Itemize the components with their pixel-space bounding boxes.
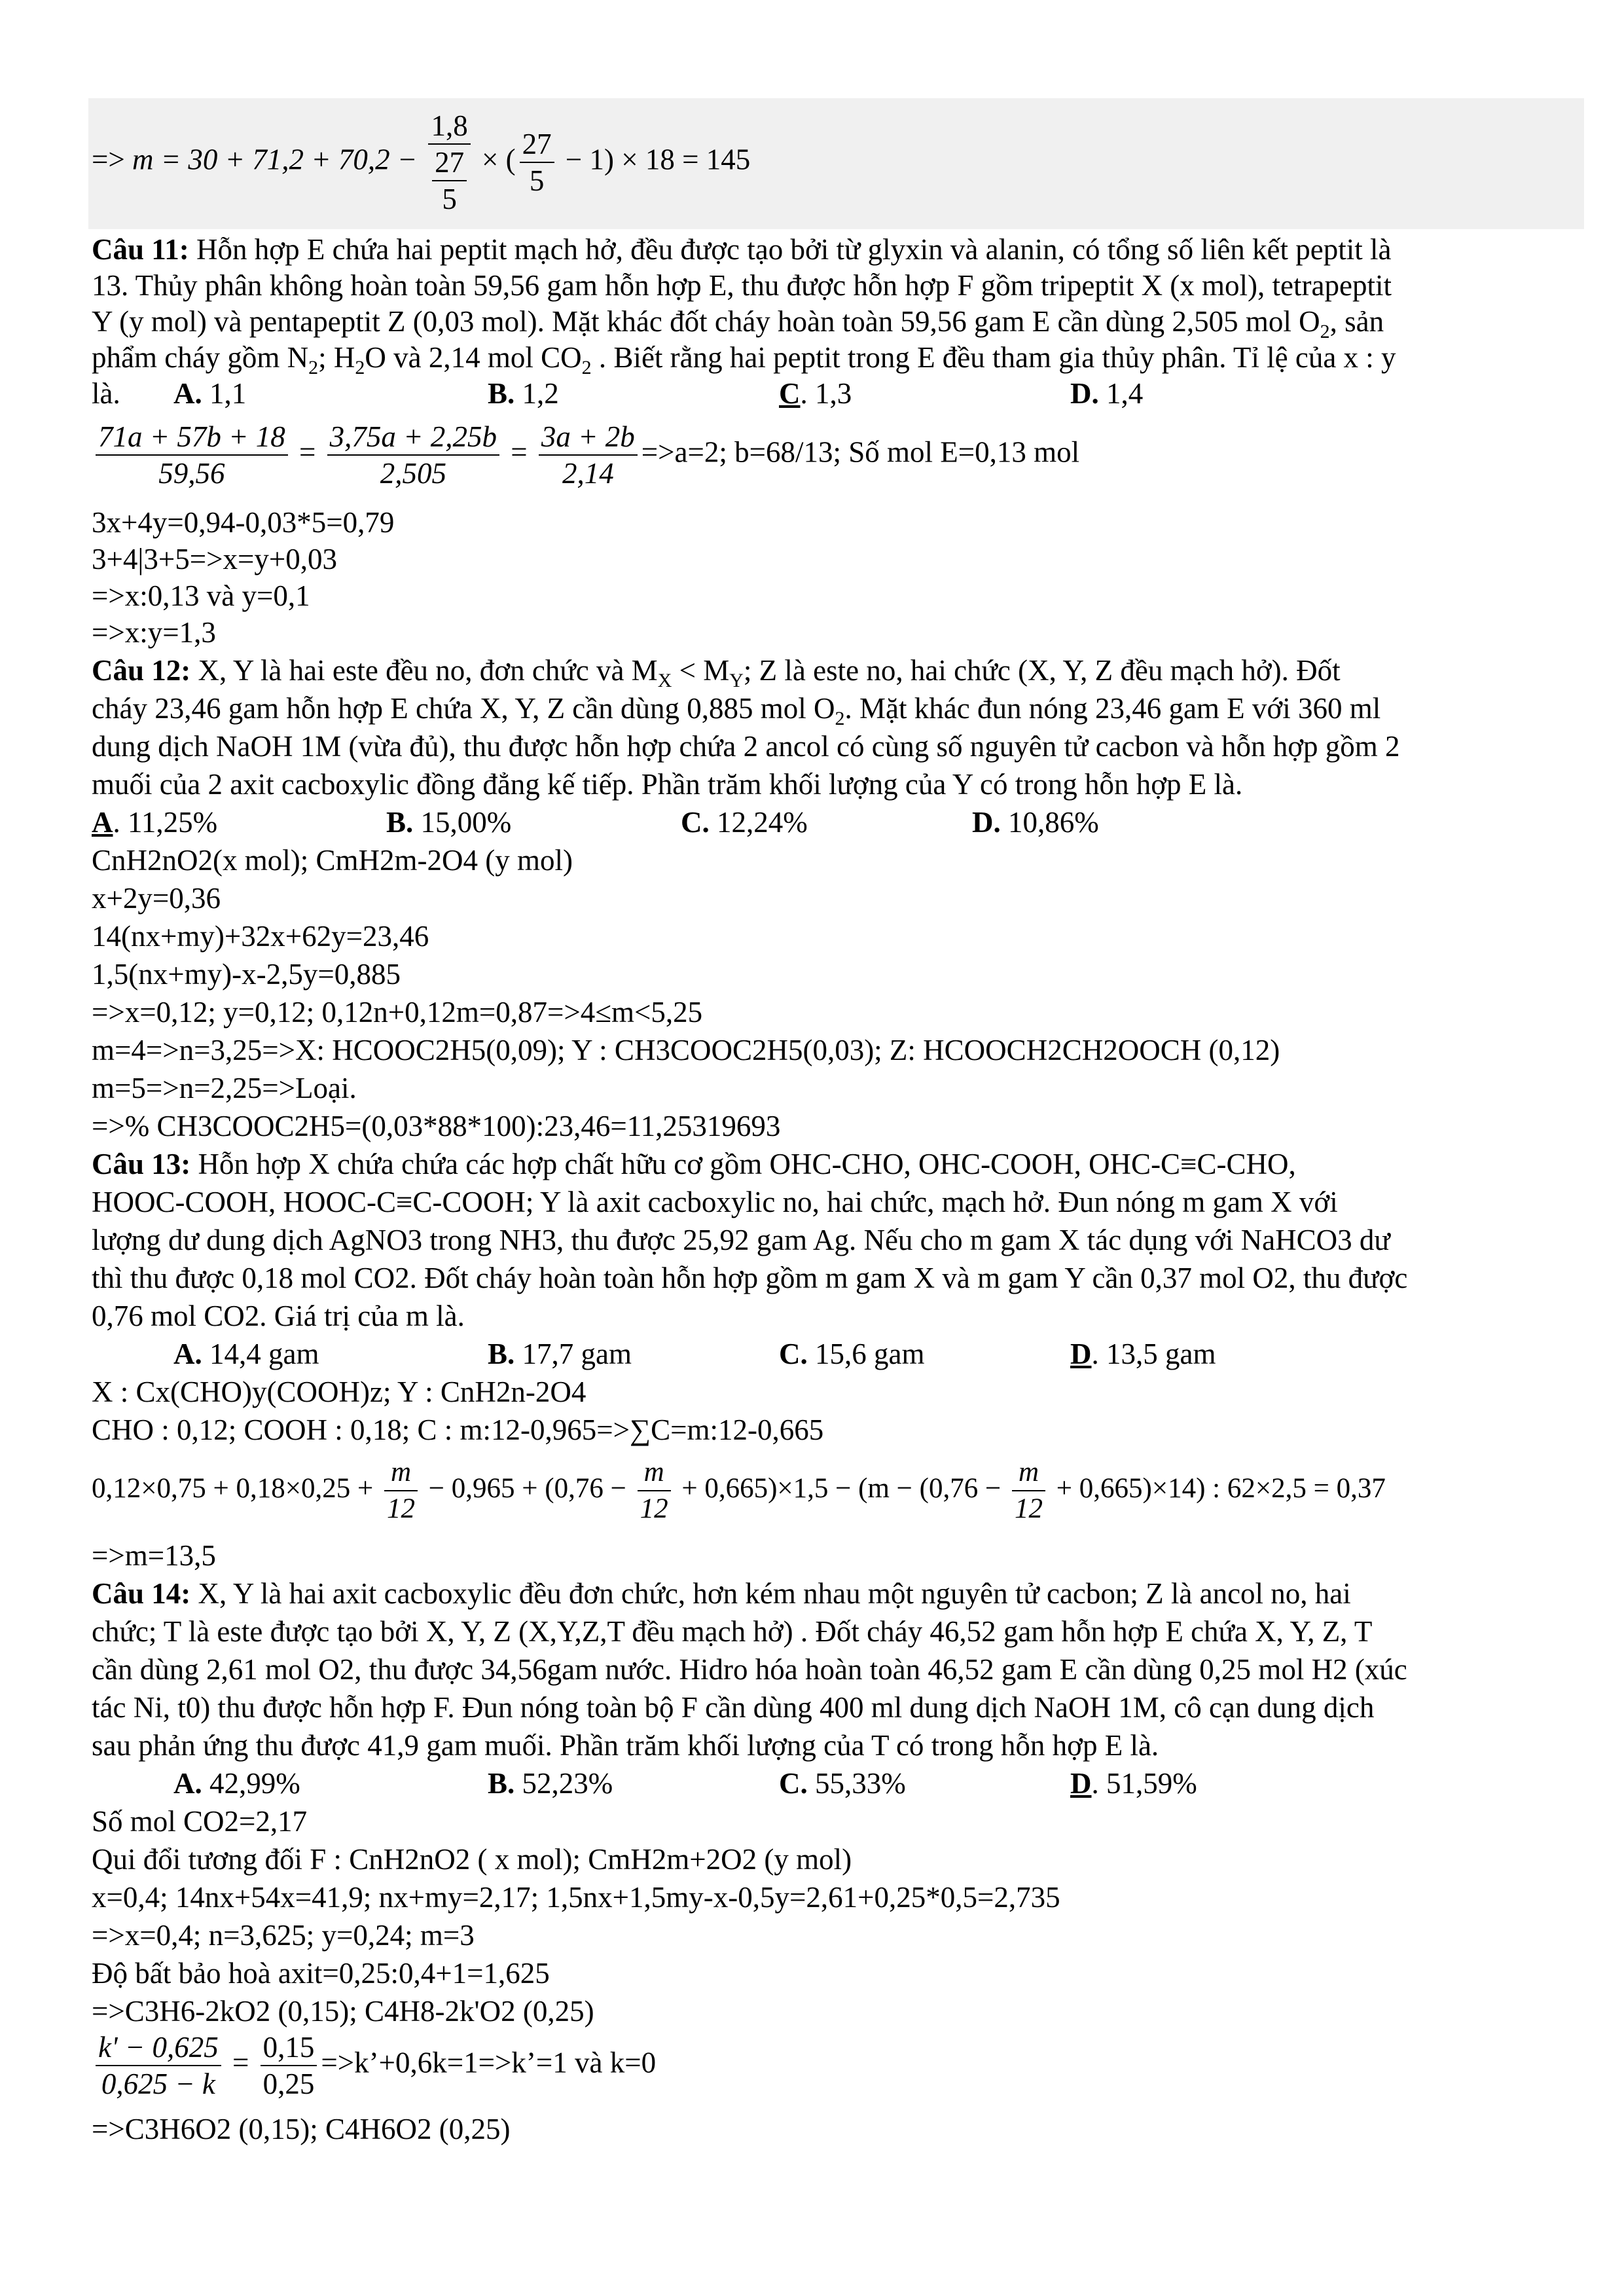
- q13-eq-b: − 0,965 + (0,76 −: [422, 1472, 634, 1504]
- q13-eq-c: + 0,665)×1,5 − (m − (0,76 −: [674, 1472, 1009, 1504]
- option-letter: A: [92, 806, 113, 839]
- q12-solution-4: 1,5(nx+my)-x-2,5y=0,885: [92, 958, 401, 991]
- option-text: 14,4 gam: [202, 1338, 319, 1370]
- q14-line-3: cần dùng 2,61 mol O2, thu được 34,56gam nước. Hidro hóa hoàn toàn 46,52 gam E cần dùng 0,25 mol H2 (xúc: [92, 1653, 1407, 1686]
- q12-solution-1: CnH2nO2(x mol); CmH2m-2O4 (y mol): [92, 844, 573, 877]
- option-letter: B.: [488, 1338, 515, 1370]
- q11-text-4a: phẩm cháy gồm N: [92, 341, 309, 374]
- option-letter: D.: [972, 806, 1001, 839]
- option-text: 1,4: [1098, 377, 1144, 410]
- q11-option-a: [173, 376, 246, 410]
- q14-option-c: [779, 1766, 906, 1800]
- option-letter: D: [1070, 1338, 1092, 1370]
- q11-solution-4: =>x:y=1,3: [92, 616, 216, 649]
- q14-eq-tail: =>k’+0,6k=1=>k’=1 và k=0: [321, 2046, 657, 2079]
- q11-frac-1: [96, 419, 288, 491]
- q13-line-3: lượng dư dung dịch AgNO3 trong NH3, thu được 25,92 gam Ag. Nếu cho m gam X tác dụng với NaHCO3 dư: [92, 1224, 1390, 1256]
- option-text: 52,23%: [514, 1767, 613, 1800]
- frac-num: m: [384, 1455, 418, 1491]
- q12-text-2a: cháy 23,46 gam hỗn hợp E chứa X, Y, Z cần dùng 0,885 mol O: [92, 692, 835, 725]
- option-text: . 51,59%: [1091, 1767, 1197, 1800]
- q12-line-4: muối của 2 axit cacboxylic đồng đẳng kế tiếp. Phần trăm khối lượng của Y có trong hỗn hợp E là.: [92, 768, 1243, 801]
- q12-option-b: [386, 805, 511, 839]
- q11-sub: 2: [355, 357, 365, 378]
- frac-den: 0,25: [262, 2068, 315, 2100]
- q11-solution-3: =>x:0,13 và y=0,1: [92, 579, 310, 612]
- q12-solution-3: 14(nx+my)+32x+62y=23,46: [92, 920, 429, 953]
- q14-frac-1: [96, 2030, 221, 2102]
- q12-option-c: [681, 805, 808, 839]
- formula-times: × (: [474, 143, 516, 176]
- q11-line-1: [92, 232, 1391, 266]
- q14-solution-1: Số mol CO2=2,17: [92, 1805, 308, 1838]
- q12-option-d: [972, 805, 1099, 839]
- q13-frac-2: [638, 1455, 671, 1527]
- q13-option-d: [1070, 1337, 1216, 1371]
- q12-sub: X: [657, 670, 672, 691]
- option-text: 10,86%: [1000, 806, 1099, 839]
- formula-suffix: − 1) × 18 = 145: [558, 143, 751, 176]
- q14-frac-2: [261, 2030, 317, 2102]
- q14-equation: $\frac{k' - 0,625}{0,625 - k}$ = $\frac{0,15}{0,25}$ =>k’+0,6k=1=>k’=1 và k=0: [92, 2030, 656, 2102]
- q13-option-b: [488, 1337, 632, 1371]
- q12-sub: Y: [729, 670, 744, 691]
- option-letter: A.: [173, 1767, 202, 1800]
- option-text: 1,2: [514, 377, 559, 410]
- frac1-inner-den: 5: [442, 183, 457, 215]
- q13-option-a: [173, 1337, 319, 1371]
- q13-text-1: Hỗn hợp X chứa chứa các hợp chất hữu cơ gồm OHC-CHO, OHC-COOH, OHC-C≡C-CHO,: [190, 1148, 1296, 1180]
- option-text: 15,6 gam: [807, 1338, 925, 1370]
- q11-label: Câu 11:: [92, 233, 189, 266]
- option-text: . 1,3: [800, 377, 852, 410]
- q11-frac-3: [539, 419, 638, 491]
- frac-num: 71a + 57b + 18: [96, 419, 288, 456]
- q14-option-a: [173, 1766, 300, 1800]
- q14-solution-2: Qui đổi tương đối F : CnH2nO2 ( x mol); CmH2m+2O2 (y mol): [92, 1843, 852, 1876]
- frac2-den: 5: [529, 164, 545, 197]
- frac-num: k' − 0,625: [96, 2030, 221, 2066]
- frac-num: m: [638, 1455, 671, 1491]
- option-text: 15,00%: [413, 806, 512, 839]
- option-text: 42,99%: [202, 1767, 300, 1800]
- q11-solution-2: 3+4|3+5=>x=y+0,03: [92, 543, 338, 575]
- q11-equation: $\frac{71a + 57b + 18}{59,56}$ = $\frac{3,75a + 2,25b}{2,505}$ = $\frac{3a + 2b}{2,14}$ =>a=2; b=68/13; Số mol E=0,13 mol: [92, 419, 1079, 491]
- q12-solution-2: x+2y=0,36: [92, 882, 221, 915]
- q14-option-b: [488, 1766, 613, 1800]
- q11-sub: 2: [1320, 321, 1330, 342]
- frac1-den: [428, 145, 470, 217]
- frac-den: 2,505: [380, 457, 446, 490]
- frac-num: 3,75a + 2,25b: [327, 419, 499, 456]
- option-text: . 13,5 gam: [1091, 1338, 1216, 1370]
- q13-label: Câu 13:: [92, 1148, 191, 1180]
- q11-line-5: [92, 376, 120, 410]
- q14-solution-3: x=0,4; 14nx+54x=41,9; nx+my=2,17; 1,5nx+1,5my-x-0,5y=2,61+0,25*0,5=2,735: [92, 1881, 1060, 1914]
- q11-option-d: [1070, 376, 1143, 410]
- q13-line-2: HOOC-COOH, HOOC-C≡C-COOH; Y là axit cacboxylic no, hai chức, mạch hở. Đun nóng m gam X với: [92, 1186, 1338, 1218]
- q14-line-2: chức; T là este được tạo bởi X, Y, Z (X,Y,Z,T đều mạch hở) . Đốt cháy 46,52 gam hỗn hợp E chứa X, Y, Z, T: [92, 1615, 1373, 1648]
- option-text: 12,24%: [709, 806, 808, 839]
- q11-text-2: 13. Thủy phân không hoàn toàn 59,56 gam hỗn hợp E, thu được hỗn hợp F gồm tripeptit X (x mol), tetrapeptit: [92, 269, 1392, 302]
- option-text: 1,1: [202, 377, 247, 410]
- option-letter: D: [1070, 1767, 1092, 1800]
- q11-text-3: Y (y mol) và pentapeptit Z (0,03 mol). Mặt khác đốt cháy hoàn toàn 59,56 gam E cần dùng 2,505 mol O: [92, 305, 1320, 338]
- q14-solution-5: Độ bất bảo hoà axit=0,25:0,4+1=1,625: [92, 1957, 550, 1990]
- frac-den: 12: [387, 1493, 416, 1524]
- frac1-num: 1,8: [428, 108, 470, 145]
- q12-solution-7: m=5=>n=2,25=>Loại.: [92, 1072, 357, 1104]
- fraction-1: [428, 108, 470, 217]
- q11-solution-1: 3x+4y=0,94-0,03*5=0,79: [92, 506, 395, 539]
- option-letter: C: [779, 377, 801, 410]
- frac-num: 0,15: [261, 2030, 317, 2066]
- option-text: 17,7 gam: [514, 1338, 632, 1370]
- q14-label: Câu 14:: [92, 1577, 191, 1610]
- q12-label: Câu 12:: [92, 654, 191, 687]
- option-letter: C.: [779, 1767, 808, 1800]
- q12-text-2b: . Mặt khác đun nóng 23,46 gam E với 360 ml: [844, 692, 1381, 725]
- q11-option-c: [779, 376, 852, 410]
- q13-line-5: 0,76 mol CO2. Giá trị của m là.: [92, 1300, 465, 1332]
- q11-frac-2: [327, 419, 499, 491]
- q12-solution-6: m=4=>n=3,25=>X: HCOOC2H5(0,09); Y : CH3COOC2H5(0,03); Z: HCOOCH2CH2OOCH (0,12): [92, 1034, 1280, 1066]
- frac-num: 3a + 2b: [539, 419, 638, 456]
- option-text: 55,33%: [807, 1767, 906, 1800]
- option-letter: D.: [1070, 377, 1099, 410]
- q13-line-4: thì thu được 0,18 mol CO2. Đốt cháy hoàn toàn hỗn hợp gồm m gam X và m gam Y cần 0,37 mol O2, thu được: [92, 1262, 1408, 1294]
- formula-m-eq: m = 30 + 71,2 + 70,2 −: [132, 143, 425, 176]
- q11-text-4b: ; H: [318, 341, 355, 374]
- option-letter: B.: [386, 806, 414, 839]
- q14-option-d: [1070, 1766, 1197, 1800]
- q13-solution-2: CHO : 0,12; COOH : 0,18; C : m:12-0,965=>∑C=m:12-0,665: [92, 1413, 824, 1446]
- option-letter: A.: [173, 377, 202, 410]
- option-letter: C.: [779, 1338, 808, 1370]
- q14-text-1: X, Y là hai axit cacboxylic đều đơn chức, hơn kém nhau một nguyên tử cacbon; Z là ancol no, hai: [190, 1577, 1351, 1610]
- q11-line-4: [92, 340, 1396, 385]
- q14-solution-4: =>x=0,4; n=3,625; y=0,24; m=3: [92, 1919, 475, 1952]
- q13-frac-3: [1012, 1455, 1045, 1527]
- q14-solution-6: =>C3H6-2kO2 (0,15); C4H8-2k'O2 (0,25): [92, 1995, 594, 2028]
- frac-den: 2,14: [562, 457, 614, 490]
- fraction-2: [520, 126, 554, 198]
- q11-eq-tail: =>a=2; b=68/13; Số mol E=0,13 mol: [641, 435, 1080, 469]
- q13-solution-3: =>m=13,5: [92, 1539, 216, 1572]
- q13-solution-1: X : Cx(CHO)y(COOH)z; Y : CnH2n-2O4: [92, 1376, 586, 1408]
- q12-sub: 2: [835, 708, 845, 729]
- q13-frac-1: [384, 1455, 418, 1527]
- q12-solution-8: =>% CH3COOC2H5=(0,03*88*100):23,46=11,25319693: [92, 1110, 781, 1142]
- q11-text-4c: O và 2,14 mol CO: [365, 341, 582, 374]
- option-letter: C.: [681, 806, 710, 839]
- q11-text-4d: . Biết rằng hai peptit trong E đều tham gia thủy phân. Tỉ lệ của x : y: [591, 341, 1396, 374]
- frac-den: 12: [640, 1493, 668, 1524]
- q11-text-3-end: , sản: [1329, 305, 1384, 338]
- frac1-inner: [432, 145, 467, 217]
- option-text: . 11,25%: [113, 806, 218, 839]
- q12-text-1c: ; Z là este no, hai chức (X, Y, Z đều mạch hở). Đốt: [743, 654, 1341, 687]
- q11-text-5: là.: [92, 377, 120, 410]
- frac1-inner-num: 27: [432, 145, 467, 181]
- frac-num: m: [1012, 1455, 1045, 1491]
- frac-den: 0,625 − k: [101, 2068, 215, 2100]
- q11-text-1: Hỗn hợp E chứa hai peptit mạch hở, đều được tạo bởi từ glyxin và alanin, có tổng số liên kết peptit là: [189, 233, 1392, 266]
- top-formula: [92, 108, 750, 217]
- q14-solution-7: =>C3H6O2 (0,15); C4H6O2 (0,25): [92, 2113, 511, 2145]
- option-letter: B.: [488, 377, 515, 410]
- q12-text-1a: X, Y là hai este đều no, đơn chức và M: [190, 654, 658, 687]
- formula-prefix: =>: [92, 143, 133, 176]
- option-letter: B.: [488, 1767, 515, 1800]
- q12-line-3: dung dịch NaOH 1M (vừa đủ), thu được hỗn hợp chứa 2 ancol có cùng số nguyên tử cacbon và hỗn hợp gồm 2: [92, 730, 1400, 763]
- q12-solution-5: =>x=0,12; y=0,12; 0,12n+0,12m=0,87=>4≤m<5,25: [92, 996, 703, 1029]
- q14-line-1: [92, 1576, 1351, 1611]
- q12-option-a: [92, 805, 217, 839]
- q13-eq-a: 0,12×0,75 + 0,18×0,25 +: [92, 1472, 381, 1504]
- frac-den: 12: [1015, 1493, 1043, 1524]
- q13-line-1: [92, 1147, 1296, 1181]
- q13-eq-d: + 0,665)×14) : 62×2,5 = 0,37: [1049, 1472, 1386, 1504]
- q11-sub: 2: [308, 357, 319, 378]
- option-letter: A.: [173, 1338, 202, 1370]
- q13-option-c: [779, 1337, 924, 1371]
- q14-line-5: sau phản ứng thu được 41,9 gam muối. Phần trăm khối lượng của T có trong hỗn hợp E là.: [92, 1729, 1159, 1762]
- q14-line-4: tác Ni, t0) thu được hỗn hợp F. Đun nóng toàn bộ F cần dùng 400 ml dung dịch NaOH 1M, cô cạn dung dịch: [92, 1691, 1375, 1724]
- q11-sub: 2: [581, 357, 592, 378]
- q13-equation: [92, 1455, 1386, 1527]
- q12-text-1b: < M: [672, 654, 730, 687]
- q11-option-b: [488, 376, 559, 410]
- q11-line-2: [92, 268, 1392, 302]
- frac2-num: 27: [520, 126, 554, 163]
- frac-den: 59,56: [158, 457, 225, 490]
